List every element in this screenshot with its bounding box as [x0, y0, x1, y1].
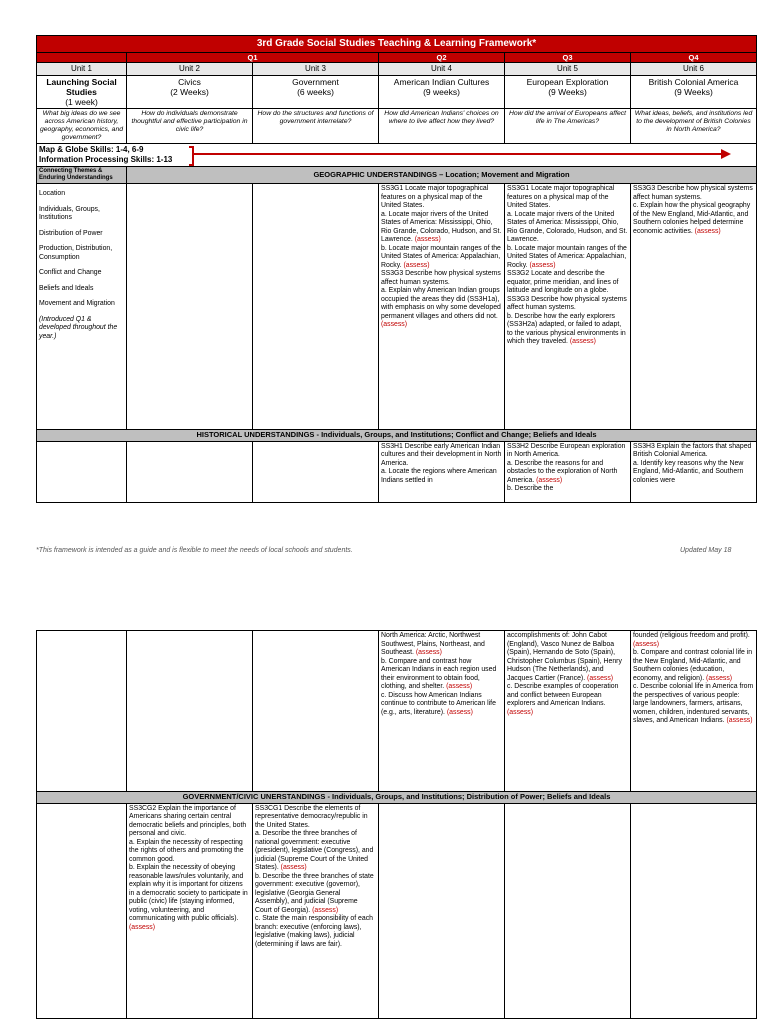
hist-cont-unit3	[253, 631, 379, 792]
assess-tag: (assess)	[694, 227, 721, 235]
standard-text: c. Describe examples of cooperation and conflict between European explorers and American Indians.	[507, 683, 619, 707]
gov-section-heading: GOVERNMENT/CIVIC UNERSTANDINGS - Individuals, Groups, and Institutions; Distribution of Power; Beliefs and Ideals	[37, 792, 757, 804]
footer-updated: Updated May 18	[680, 547, 732, 554]
assess-tag: (assess)	[446, 683, 473, 690]
geo-content-row	[37, 184, 757, 430]
gov-unit5	[505, 803, 631, 1018]
unit-title	[127, 76, 253, 109]
geo-unit3	[253, 184, 379, 430]
standard-text: SS3G2 Locate and describe the equator, prime meridian, and lines of latitude and longitude on a globe.	[507, 270, 619, 294]
assess-tag: (assess)	[706, 674, 733, 682]
gov-unit3	[253, 803, 379, 1018]
unit-title	[37, 76, 127, 109]
geo-section-row	[37, 167, 757, 184]
assess-tag: (assess)	[415, 649, 442, 656]
standard-text: b. Compare and contrast colonial life in the New England, Mid-Atlantic, and Southern colonies (education, economy, and religion).	[633, 649, 753, 682]
assess-tag: (assess)	[536, 476, 563, 484]
hist-unit3	[253, 441, 379, 502]
standard-text: SS3G1 Locate major topographical features on a physical map of the United States.	[507, 185, 615, 209]
assess-tag: (assess)	[726, 717, 753, 724]
theme-item: Conflict and Change	[39, 269, 102, 276]
unit-title	[253, 76, 379, 109]
unit-label: Unit 6	[631, 63, 757, 76]
map-globe-skills: Map & Globe Skills: 1-4, 6-9	[39, 145, 144, 154]
title-banner	[37, 36, 757, 53]
standard-text: b. Explain the necessity of obeying reasonable laws/rules voluntarily, and explain why it is important for citizens in a democratic society to participate in public (civic) life (staying informed, voting, volunteering, and communicating with public officials).	[129, 864, 248, 923]
theme-item: Beliefs and Ideals	[39, 284, 94, 292]
assess-tag: (assess)	[529, 261, 556, 269]
unit-name: European Exploration	[526, 77, 609, 87]
quarter-q3: Q3	[505, 53, 631, 63]
hist-theme	[37, 441, 127, 502]
quarter-q2: Q2	[379, 53, 505, 63]
geo-section-heading: GEOGRAPHIC UNDERSTANDINGS – Location; Movement and Migration	[127, 167, 757, 184]
standard-text: b. Describe the three branches of state government: executive (governor), legislative (Georgia General Assembly), and judicial (Supreme Court of Georgia).	[255, 872, 374, 914]
essential-question: How did the arrival of Europeans affect life in The Americas?	[505, 109, 631, 144]
standard-text: a. Explain why American Indian groups occupied the areas they did (SS3H1a), with emphasis on why some developed permanent villages and others did not.	[381, 287, 501, 320]
essential-question: How do individuals demonstrate thoughtful and effective participation in civic life?	[127, 109, 253, 144]
standard-text: founded (religious freedom and profit).	[633, 632, 750, 639]
unit-name: Civics	[178, 77, 201, 87]
unit-duration: (6 weeks)	[297, 87, 334, 97]
hist-content-row	[37, 441, 757, 502]
hist-cont-unit2	[127, 631, 253, 792]
unit-label: Unit 3	[253, 63, 379, 76]
unit-duration: (9 Weeks)	[674, 87, 713, 97]
standard-text: a. Describe the reasons for and obstacles to the exploration of North America.	[507, 459, 618, 484]
unit-label: Unit 1	[37, 63, 127, 76]
assess-tag: (assess)	[403, 261, 430, 269]
essential-question-row	[37, 109, 757, 144]
assess-tag: (assess)	[381, 321, 408, 328]
hist-cont-theme	[37, 631, 127, 792]
standard-text: SS3G3 Describe how physical systems affect human systems.	[507, 295, 627, 311]
standard-text: accomplishments of: John Cabot (England), Vasco Nunez de Balboa (Spain), Hernando de Soto (Spain), Christopher Columbus (Spain), Henry Hudson (The Netherlands), and Jacques Cartier (France).	[507, 632, 622, 682]
hist-unit6	[631, 441, 757, 502]
standard-text: b. Describe the	[507, 485, 554, 493]
hist-unit5	[505, 441, 631, 502]
standard-text: b. Locate major mountain ranges of the United States of America: Appalachian, Rocky.	[507, 244, 627, 269]
gov-unit2	[127, 803, 253, 1018]
unit-name: Government	[292, 77, 339, 87]
essential-question: How did American Indians' choices on where to live affect how they lived?	[379, 109, 505, 144]
standard-text: SS3G3 Describe how physical systems affect human systems.	[633, 185, 753, 201]
theme-item: Individuals, Groups, Institutions	[39, 205, 100, 221]
standard-text: a. Locate major rivers of the United States of America: Mississippi, Ohio, Rio Grande, Colorado, Hudson, and St. Lawrence.	[381, 210, 502, 243]
standard-text: b. Describe how the early explorers (SS3H2a) adapted, or failed to adapt, to the various physical environments in which they traveled.	[507, 312, 626, 345]
standard-text: b. Locate major mountain ranges of the United States of America: Appalachian, Rocky.	[381, 244, 501, 269]
standard-text: a. Locate major rivers of the United States of America: Mississippi, Ohio, Rio Grande, Colorado, Hudson, and St. Lawrence.	[507, 210, 628, 243]
standard-text: SS3H3 Explain the factors that shaped British Colonial America.	[633, 442, 752, 459]
unit-row	[37, 63, 757, 76]
hist-cont-unit6	[631, 631, 757, 792]
info-processing-skills: Information Processing Skills: 1-13	[39, 155, 173, 164]
quarter-blank	[37, 53, 127, 63]
theme-item: Location	[39, 190, 66, 197]
arrow-line-icon	[193, 153, 723, 155]
standard-text: b. Compare and contrast how American Indians in each region used their environment to obtain food, clothing, and shelter.	[381, 657, 497, 690]
assess-tag: (assess)	[633, 640, 660, 648]
unit-title	[505, 76, 631, 109]
standard-text: SS3CG2 Explain the importance of Americans sharing certain central democratic beliefs and principles, both personal and civic.	[129, 804, 247, 838]
gov-unit6	[631, 803, 757, 1018]
standard-text: c. Discuss how American Indians continue to contribute to American life (e.g., arts, literature).	[381, 691, 496, 716]
hist-unit4	[379, 441, 505, 502]
theme-note: (Introduced Q1 & developed throughout the year.)	[39, 315, 118, 340]
theme-item: Distribution of Power	[39, 229, 103, 237]
unit-name: Launching Social Studies	[46, 77, 117, 97]
assess-tag: (assess)	[129, 923, 156, 931]
standard-text: North America: Arctic, Northwest Southwest, Plains, Northeast, and Southeast.	[381, 632, 485, 656]
standard-text: c. Describe colonial life in America from the perspectives of various people: large landowners, farmers, artisans, women, children, indentured servants, slaves, and American Indians.	[633, 683, 754, 724]
assess-tag: (assess)	[587, 674, 614, 682]
unit-title	[631, 76, 757, 109]
standard-text: SS3CG1 Describe the elements of representative democracy/republic in the United States.	[255, 804, 368, 829]
geo-unit2	[127, 184, 253, 430]
geo-unit5	[505, 184, 631, 430]
unit-duration: (9 Weeks)	[548, 87, 587, 97]
geo-unit4	[379, 184, 505, 430]
themes-label: Connecting Themes & Enduring Understandings	[37, 167, 127, 184]
unit-name: American Indian Cultures	[393, 77, 490, 87]
skills-row	[37, 144, 757, 167]
geo-unit6	[631, 184, 757, 430]
standard-text: c. Explain how the physical geography of the New England, Mid-Atlantic, and Southern colonies helped determine economic activities.	[633, 202, 751, 235]
quarter-row	[37, 53, 757, 63]
standard-text: a. Describe the three branches of national government: executive (president), legislative (Congress), and judicial (Supreme Court of the United States).	[255, 830, 374, 872]
theme-item: Production, Distribution, Consumption	[39, 245, 113, 261]
gov-section-row	[37, 792, 757, 804]
essential-question: What big ideas do we see across American history, geography, economics, and government?	[37, 109, 127, 144]
unit-label: Unit 2	[127, 63, 253, 76]
unit-name: British Colonial America	[648, 77, 739, 87]
arrow-right-icon	[721, 149, 731, 159]
hist-cont-unit5	[505, 631, 631, 792]
essential-question: How do the structures and functions of government interrelate?	[253, 109, 379, 144]
essential-question: What ideas, beliefs, and institutions led to the development of British Colonies in North America?	[631, 109, 757, 144]
quarter-q1: Q1	[127, 53, 379, 63]
hist-cont-unit4	[379, 631, 505, 792]
standard-text: a. Explain the necessity of respecting the rights of others and promoting the common good.	[129, 838, 244, 863]
bracket-icon	[189, 146, 194, 166]
themes-list	[37, 184, 127, 430]
standard-text: SS3H2 Describe European exploration in North America.	[507, 442, 626, 459]
unit-duration: (1 week)	[65, 97, 98, 107]
standard-text: c. State the main responsibility of each branch: executive (enforcing laws), legislative (making laws), judicial (determining if laws are fair).	[255, 915, 373, 948]
assess-tag: (assess)	[280, 864, 307, 872]
standard-text: SS3H1 Describe early American Indian cultures and their development in North America.	[381, 442, 502, 467]
assess-tag: (assess)	[414, 236, 441, 243]
framework-table-page1	[36, 35, 757, 503]
standard-text: a. Locate the regions where American Indians settled in	[381, 468, 497, 484]
skills-cell	[37, 144, 757, 167]
assess-tag: (assess)	[312, 906, 339, 914]
hist-continued-row	[37, 631, 757, 792]
standard-text: SS3G3 Describe how physical systems affect human systems.	[381, 270, 501, 286]
theme-item: Movement and Migration	[39, 300, 115, 307]
quarter-q4: Q4	[631, 53, 757, 63]
framework-table-page2	[36, 630, 757, 1019]
assess-tag: (assess)	[569, 338, 596, 345]
unit-duration: (2 Weeks)	[170, 87, 209, 97]
framework-title: 3rd Grade Social Studies Teaching & Learning Framework*	[37, 36, 757, 53]
unit-duration: (9 weeks)	[423, 87, 460, 97]
footer-note: *This framework is intended as a guide and is flexible to meet the needs of local schools and students.	[36, 547, 353, 554]
assess-tag: (assess)	[507, 708, 534, 716]
standard-text: SS3G1 Locate major topographical features on a physical map of the United States.	[381, 185, 489, 209]
hist-unit2	[127, 441, 253, 502]
unit-title-row	[37, 76, 757, 109]
unit-label: Unit 5	[505, 63, 631, 76]
gov-unit4	[379, 803, 505, 1018]
hist-section-row	[37, 430, 757, 442]
gov-content-row	[37, 803, 757, 1018]
assess-tag: (assess)	[446, 708, 473, 716]
unit-label: Unit 4	[379, 63, 505, 76]
standard-text: a. Identify key reasons why the New England, Mid-Atlantic, and Southern colonies were	[633, 459, 744, 484]
unit-title	[379, 76, 505, 109]
gov-theme	[37, 803, 127, 1018]
hist-section-heading: HISTORICAL UNDERSTANDINGS - Individuals, Groups, and Institutions; Conflict and Change; Beliefs and Ideals	[37, 430, 757, 442]
